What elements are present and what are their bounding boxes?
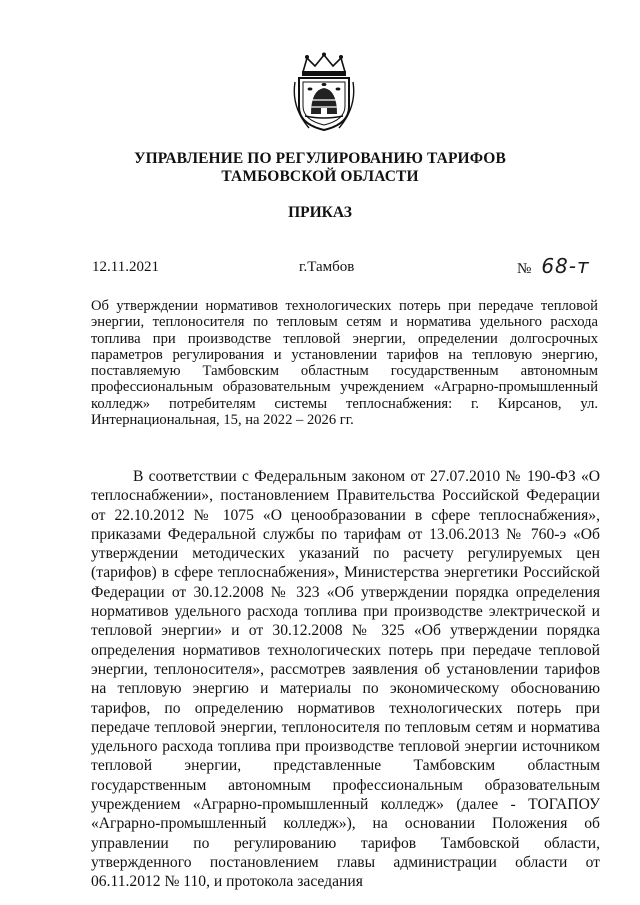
authority-line-2: ТАМБОВСКОЙ ОБЛАСТИ	[221, 168, 419, 185]
issuing-authority	[0, 150, 640, 186]
number-handwritten: 68-т	[541, 254, 590, 278]
authority-line-1: УПРАВЛЕНИЕ ПО РЕГУЛИРОВАНИЮ ТАРИФОВ	[134, 150, 506, 167]
coat-of-arms-icon	[289, 52, 359, 132]
order-body-paragraph: В соответствии с Федеральным законом от 27.07.2010 № 190-ФЗ «О теплоснабжении», постановлением Правительства Российской Федерации от 22.10.2012 № 1075 «О ценообразовании в сфере теплоснабжения», приказами Федеральной службы по тарифам от 13.06.2013 № 760-э «Об утверждении методических указаний по расчету регулируемых цен (тарифов) в сфере теплоснабжения», Министерства энергетики Российской Федерации от 30.12.2008 № 323 «Об утверждении порядка определения нормативов удельного расхода топлива при производстве электрической и тепловой энергии» и от 30.12.2008 № 325 «Об утверждении порядка определения нормативов технологических потерь при передаче тепловой энергии, теплоносителя», рассмотрев заявления об установлении тарифов на тепловую энергию и материалы по экономическому обоснованию тарифов, по определению нормативов технологических потерь при передаче тепловой энергии, теплоносителя по тепловым сетям и норматива удельного расхода топлива при производстве тепловой энергии источником тепловой энергии, представленные Тамбовским областным государственным автономным профессиональным образовательным учреждением «Аграрно-промышленный колледж» (далее - ТОГАПОУ «Аграрно-промышленный колледж»), на основании Положения об управлении по регулированию тарифов Тамбовской области, утвержденного постановлением главы администрации области от 06.11.2012 № 110, и протокола заседания	[91, 468, 600, 891]
document-type: ПРИКАЗ	[288, 204, 352, 221]
document-city: г.Тамбов	[299, 259, 355, 275]
document-number	[517, 254, 590, 278]
number-label: №	[517, 261, 532, 277]
document-date: 12.11.2021	[92, 259, 159, 275]
order-subject: Об утверждении нормативов технологических потерь при передаче тепловой энергии, теплоносителя по тепловым сетям и норматива удельного расхода топлива при производстве тепловой энергии, определении долгосрочных параметров регулирования и установлении тарифов на тепловую энергию, поставляемую Тамбовским областным государственным автономным профессиональным образовательным учреждением «Аграрно-промышленный колледж» потребителям системы теплоснабжения: г. Кирсанов, ул. Интернациональная, 15, на 2022 – 2026 гг.	[91, 298, 598, 429]
